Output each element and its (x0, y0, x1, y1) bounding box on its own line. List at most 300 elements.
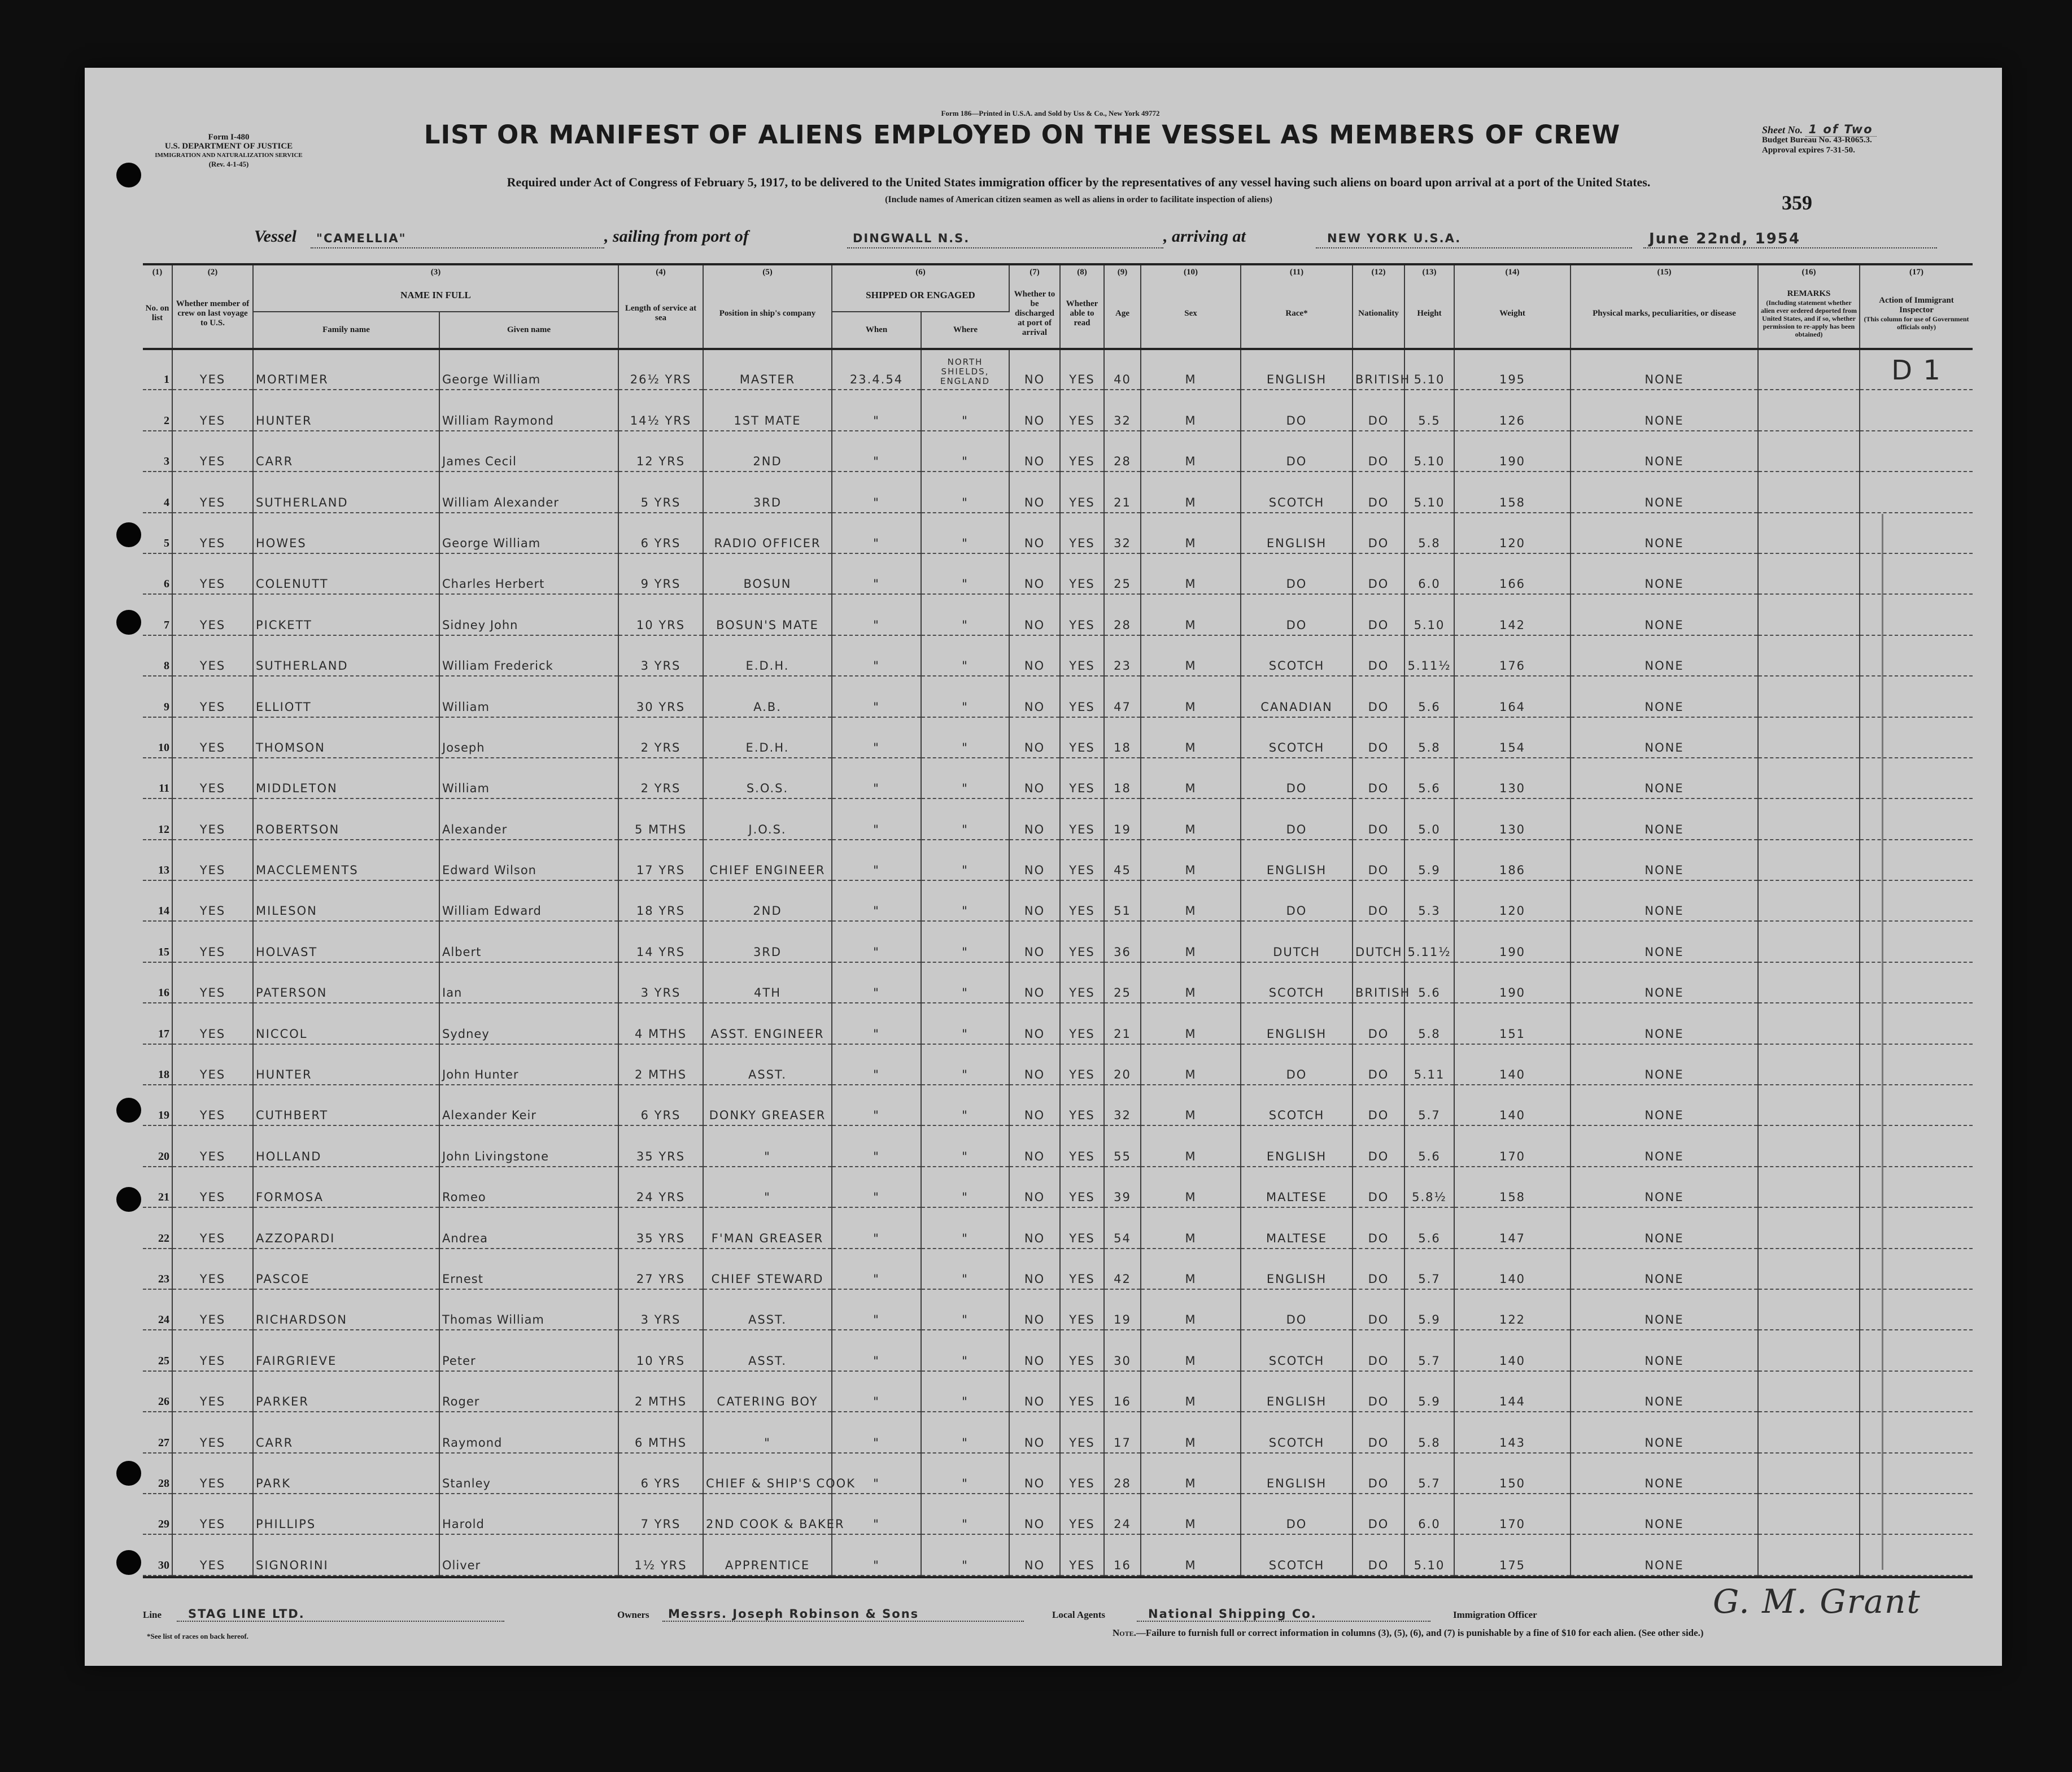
age-cell: 40 (1104, 349, 1141, 390)
table-row (143, 594, 1973, 635)
row-number-cell: 9 (143, 676, 172, 717)
table-row (143, 1207, 1973, 1248)
discharged-cell: NO (1009, 553, 1060, 594)
shipped-where-cell: NORTH SHIELDS, ENGLAND (921, 349, 1009, 390)
nationality-cell: DO (1353, 1371, 1404, 1412)
given-name-cell: William (439, 676, 618, 717)
table-row (143, 1289, 1973, 1330)
last-voyage-cell: YES (172, 1085, 253, 1125)
race-cell: ENGLISH (1241, 1003, 1353, 1044)
position-cell: CHIEF STEWARD (703, 1249, 832, 1289)
position-cell: J.O.S. (703, 798, 832, 839)
shipped-when-cell: " (832, 1207, 921, 1248)
shipped-where-cell: " (921, 390, 1009, 430)
discharged-cell: NO (1009, 1289, 1060, 1330)
inspector-action-cell (1860, 1494, 1973, 1534)
discharged-cell: NO (1009, 880, 1060, 921)
row-number-cell: 20 (143, 1125, 172, 1166)
height-cell: 5.6 (1404, 962, 1454, 1003)
table-row (143, 513, 1973, 553)
shipped-when-cell: " (832, 840, 921, 880)
given-name-cell: Edward Wilson (439, 840, 618, 880)
able-to-read-cell: YES (1060, 798, 1104, 839)
race-cell: ENGLISH (1241, 513, 1353, 553)
col8-number: (8) (1060, 265, 1104, 279)
table-row (143, 1085, 1973, 1125)
col-height: Height (1404, 279, 1454, 349)
height-cell: 6.0 (1404, 1494, 1454, 1534)
sex-cell: M (1141, 1453, 1241, 1494)
race-cell: ENGLISH (1241, 349, 1353, 390)
able-to-read-cell: YES (1060, 1412, 1104, 1452)
last-voyage-cell: YES (172, 431, 253, 472)
given-name-cell: Albert (439, 921, 618, 962)
service-length-cell: 35 YRS (618, 1207, 703, 1248)
last-voyage-cell: YES (172, 1167, 253, 1207)
nationality-cell: DO (1353, 717, 1404, 758)
remarks-cell (1758, 1249, 1860, 1289)
col17-number: (17) (1909, 267, 1923, 277)
table-row (143, 676, 1973, 717)
row-number-cell: 30 (143, 1534, 172, 1575)
remarks-cell (1758, 431, 1860, 472)
given-name-cell: William Alexander (439, 472, 618, 512)
service-length-cell: 5 YRS (618, 472, 703, 512)
inspector-action-cell (1860, 962, 1973, 1003)
height-cell: 5.6 (1404, 758, 1454, 798)
physical-marks-cell: NONE (1571, 1371, 1758, 1412)
manifest-sheet (85, 68, 2002, 1666)
last-voyage-cell: YES (172, 472, 253, 512)
discharged-cell: NO (1009, 1167, 1060, 1207)
sex-cell: M (1141, 1044, 1241, 1085)
given-name-cell: Romeo (439, 1167, 618, 1207)
last-voyage-cell: YES (172, 798, 253, 839)
col16-number: (16) (1758, 265, 1860, 279)
shipped-where-cell: " (921, 1534, 1009, 1575)
race-cell: ENGLISH (1241, 1125, 1353, 1166)
family-name-cell: PARK (253, 1453, 439, 1494)
race-cell: DUTCH (1241, 921, 1353, 962)
able-to-read-cell: YES (1060, 1207, 1104, 1248)
physical-marks-cell: NONE (1571, 921, 1758, 962)
age-cell: 28 (1104, 594, 1141, 635)
physical-marks-cell: NONE (1571, 594, 1758, 635)
vessel-line (254, 227, 1948, 250)
table-row (143, 880, 1973, 921)
sex-cell: M (1141, 472, 1241, 512)
shipped-when-cell: " (832, 431, 921, 472)
shipped-where-cell: " (921, 1249, 1009, 1289)
last-voyage-cell: YES (172, 921, 253, 962)
shipped-when-cell: " (832, 635, 921, 676)
able-to-read-cell: YES (1060, 1249, 1104, 1289)
physical-marks-cell: NONE (1571, 1412, 1758, 1452)
nationality-cell: DO (1353, 1494, 1404, 1534)
weight-cell: 122 (1454, 1289, 1571, 1330)
vessel-name: "CAMELLIA" (316, 232, 407, 245)
date-underline (1643, 247, 1937, 248)
able-to-read-cell: YES (1060, 676, 1104, 717)
sex-cell: M (1141, 431, 1241, 472)
col5-number: (5) (703, 265, 832, 279)
inspector-action-cell (1860, 1371, 1973, 1412)
nationality-cell: DO (1353, 840, 1404, 880)
able-to-read-cell: YES (1060, 472, 1104, 512)
col-name-in-full: NAME IN FULL (253, 279, 618, 312)
remarks-cell (1758, 1167, 1860, 1207)
col2-number: (2) (172, 265, 253, 279)
position-cell: 3RD (703, 921, 832, 962)
race-cell: MALTESE (1241, 1167, 1353, 1207)
position-cell: F'MAN GREASER (703, 1207, 832, 1248)
height-cell: 5.7 (1404, 1330, 1454, 1371)
position-cell: " (703, 1412, 832, 1452)
agents-value: National Shipping Co. (1148, 1607, 1317, 1621)
shipped-when-cell: " (832, 1167, 921, 1207)
family-name-cell: HUNTER (253, 390, 439, 430)
note-label: Note. (1113, 1627, 1136, 1638)
family-name-cell: HUNTER (253, 1044, 439, 1085)
action-title: Action of Immigrant Inspector (1879, 296, 1954, 315)
able-to-read-cell: YES (1060, 1003, 1104, 1044)
owners-label: Owners (617, 1609, 649, 1620)
family-name-cell: SIGNORINI (253, 1534, 439, 1575)
race-cell: MALTESE (1241, 1207, 1353, 1248)
last-voyage-cell: YES (172, 1330, 253, 1371)
remarks-cell (1758, 1534, 1860, 1575)
position-cell: 1ST MATE (703, 390, 832, 430)
shipped-when-cell: " (832, 758, 921, 798)
table-row (143, 472, 1973, 512)
family-name-cell: PHILLIPS (253, 1494, 439, 1534)
inspector-action-cell (1860, 798, 1973, 839)
position-cell: CHIEF ENGINEER (703, 840, 832, 880)
sheet-label: Sheet No. (1762, 124, 1803, 136)
sex-cell: M (1141, 1289, 1241, 1330)
race-cell: SCOTCH (1241, 962, 1353, 1003)
col10-number: (10) (1141, 265, 1241, 279)
nationality-cell: DO (1353, 1167, 1404, 1207)
shipped-where-cell: " (921, 1125, 1009, 1166)
shipped-when-cell: " (832, 1289, 921, 1330)
given-name-cell: Alexander Keir (439, 1085, 618, 1125)
sex-cell: M (1141, 717, 1241, 758)
discharged-cell: NO (1009, 840, 1060, 880)
last-voyage-cell: YES (172, 840, 253, 880)
last-voyage-cell: YES (172, 594, 253, 635)
sex-cell: M (1141, 1003, 1241, 1044)
race-cell: DO (1241, 431, 1353, 472)
stamp-number: 359 (1782, 191, 1812, 214)
physical-marks-cell: NONE (1571, 513, 1758, 553)
physical-marks-cell: NONE (1571, 758, 1758, 798)
remarks-cell (1758, 635, 1860, 676)
physical-marks-cell: NONE (1571, 962, 1758, 1003)
shipped-where-cell: " (921, 717, 1009, 758)
service-length-cell: 17 YRS (618, 840, 703, 880)
family-name-cell: NICCOL (253, 1003, 439, 1044)
age-cell: 47 (1104, 676, 1141, 717)
last-voyage-cell: YES (172, 880, 253, 921)
remarks-cell (1758, 553, 1860, 594)
row-number-cell: 27 (143, 1412, 172, 1452)
race-cell: DO (1241, 553, 1353, 594)
position-cell: " (703, 1167, 832, 1207)
binder-hole-3 (116, 610, 141, 635)
remarks-cell (1758, 1289, 1860, 1330)
race-cell: DO (1241, 1044, 1353, 1085)
service-length-cell: 1½ YRS (618, 1534, 703, 1575)
row-number-cell: 3 (143, 431, 172, 472)
table-row (143, 1494, 1973, 1534)
race-cell: SCOTCH (1241, 1085, 1353, 1125)
binder-hole-7 (116, 1550, 141, 1575)
shipped-when-cell: " (832, 1330, 921, 1371)
height-cell: 5.6 (1404, 1125, 1454, 1166)
budget-number: Budget Bureau No. 43-R065.3. (1762, 136, 1872, 145)
arrival-date: June 22nd, 1954 (1649, 230, 1800, 247)
race-cell: CANADIAN (1241, 676, 1353, 717)
binder-hole-1 (116, 163, 141, 187)
weight-cell: 190 (1454, 921, 1571, 962)
physical-marks-cell: NONE (1571, 798, 1758, 839)
remarks-cell (1758, 1371, 1860, 1412)
physical-marks-cell: NONE (1571, 431, 1758, 472)
inspector-action-cell (1860, 594, 1973, 635)
able-to-read-cell: YES (1060, 431, 1104, 472)
crew-rows (143, 349, 1973, 1575)
nationality-cell: DO (1353, 1330, 1404, 1371)
family-name-cell: SUTHERLAND (253, 635, 439, 676)
last-voyage-cell: YES (172, 553, 253, 594)
weight-cell: 130 (1454, 798, 1571, 839)
discharged-cell: NO (1009, 1453, 1060, 1494)
discharged-cell: NO (1009, 1085, 1060, 1125)
col15-number: (15) (1571, 265, 1758, 279)
table-row (143, 1371, 1973, 1412)
row-number-cell: 28 (143, 1453, 172, 1494)
port-to: NEW YORK U.S.A. (1327, 232, 1462, 245)
age-cell: 51 (1104, 880, 1141, 921)
remarks-cell (1758, 1125, 1860, 1166)
physical-marks-cell: NONE (1571, 1494, 1758, 1534)
service-length-cell: 27 YRS (618, 1249, 703, 1289)
race-cell: SCOTCH (1241, 472, 1353, 512)
physical-marks-cell: NONE (1571, 1167, 1758, 1207)
row-number-cell: 18 (143, 1044, 172, 1085)
owners-underline (662, 1621, 1024, 1622)
binder-hole-4 (116, 1098, 141, 1123)
service-length-cell: 2 YRS (618, 717, 703, 758)
height-cell: 5.8 (1404, 513, 1454, 553)
discharged-cell: NO (1009, 390, 1060, 430)
able-to-read-cell: YES (1060, 594, 1104, 635)
weight-cell: 126 (1454, 390, 1571, 430)
discharged-cell: NO (1009, 1249, 1060, 1289)
height-cell: 5.8½ (1404, 1167, 1454, 1207)
remarks-cell (1758, 513, 1860, 553)
last-voyage-cell: YES (172, 635, 253, 676)
position-cell: A.B. (703, 676, 832, 717)
service-length-cell: 3 YRS (618, 1289, 703, 1330)
able-to-read-cell: YES (1060, 1453, 1104, 1494)
discharged-cell: NO (1009, 472, 1060, 512)
discharged-cell: NO (1009, 1125, 1060, 1166)
nationality-cell: DO (1353, 1125, 1404, 1166)
position-cell: E.D.H. (703, 635, 832, 676)
weight-cell: 120 (1454, 513, 1571, 553)
race-cell: DO (1241, 594, 1353, 635)
given-name-cell: Alexander (439, 798, 618, 839)
age-cell: 28 (1104, 1453, 1141, 1494)
approval-expiry: Approval expires 7-31-50. (1762, 146, 1855, 155)
shipped-when-cell: " (832, 1085, 921, 1125)
shipped-where-cell: " (921, 1330, 1009, 1371)
shipped-where-cell: " (921, 758, 1009, 798)
page-title: LIST OR MANIFEST OF ALIENS EMPLOYED ON THE VESSEL AS MEMBERS OF CREW (424, 120, 1621, 150)
given-name-cell: William Raymond (439, 390, 618, 430)
officer-label: Immigration Officer (1453, 1609, 1537, 1620)
discharged-cell: NO (1009, 921, 1060, 962)
age-cell: 18 (1104, 717, 1141, 758)
row-number-cell: 8 (143, 635, 172, 676)
binder-hole-5 (116, 1187, 141, 1212)
shipped-where-cell: " (921, 1044, 1009, 1085)
shipped-where-cell: " (921, 1003, 1009, 1044)
height-cell: 5.8 (1404, 717, 1454, 758)
physical-marks-cell: NONE (1571, 1085, 1758, 1125)
age-cell: 25 (1104, 962, 1141, 1003)
inspector-action-cell (1860, 1534, 1973, 1575)
weight-cell: 144 (1454, 1371, 1571, 1412)
position-cell: ASST. (703, 1330, 832, 1371)
service-length-cell: 18 YRS (618, 880, 703, 921)
physical-marks-cell: NONE (1571, 1289, 1758, 1330)
race-cell: SCOTCH (1241, 717, 1353, 758)
col-given-name: Given name (439, 312, 618, 349)
age-cell: 45 (1104, 840, 1141, 880)
shipped-where-cell: " (921, 1453, 1009, 1494)
service-length-cell: 5 MTHS (618, 798, 703, 839)
form-id-block (147, 133, 311, 169)
discharged-cell: NO (1009, 798, 1060, 839)
table-row (143, 798, 1973, 839)
shipped-when-cell: " (832, 1494, 921, 1534)
inspector-action-cell (1860, 1167, 1973, 1207)
sex-cell: M (1141, 349, 1241, 390)
given-name-cell: Charles Herbert (439, 553, 618, 594)
last-voyage-cell: YES (172, 1412, 253, 1452)
row-number-cell: 1 (143, 349, 172, 390)
age-cell: 16 (1104, 1534, 1141, 1575)
inspector-action-cell (1860, 390, 1973, 430)
physical-marks-cell: NONE (1571, 1003, 1758, 1044)
age-cell: 19 (1104, 798, 1141, 839)
nationality-cell: DO (1353, 431, 1404, 472)
race-cell: SCOTCH (1241, 635, 1353, 676)
remarks-cell (1758, 1330, 1860, 1371)
col6-number: (6) (832, 265, 1009, 279)
sex-cell: M (1141, 390, 1241, 430)
inspector-action-cell (1860, 1085, 1973, 1125)
remarks-cell (1758, 594, 1860, 635)
row-number-cell: 4 (143, 472, 172, 512)
nationality-cell: DO (1353, 1412, 1404, 1452)
inspector-action-cell: D 1 (1860, 349, 1973, 390)
table-row (143, 1167, 1973, 1207)
remarks-cell (1758, 880, 1860, 921)
nationality-cell: DO (1353, 676, 1404, 717)
weight-cell: 140 (1454, 1044, 1571, 1085)
last-voyage-cell: YES (172, 758, 253, 798)
position-cell: ASST. (703, 1044, 832, 1085)
nationality-cell: DUTCH (1353, 921, 1404, 962)
col-action (1860, 279, 1973, 349)
shipped-when-cell: " (832, 594, 921, 635)
physical-marks-cell: NONE (1571, 840, 1758, 880)
age-cell: 42 (1104, 1249, 1141, 1289)
age-cell: 54 (1104, 1207, 1141, 1248)
family-name-cell: ROBERTSON (253, 798, 439, 839)
sex-cell: M (1141, 1167, 1241, 1207)
row-number-cell: 10 (143, 717, 172, 758)
race-cell: DO (1241, 1494, 1353, 1534)
last-voyage-cell: YES (172, 1494, 253, 1534)
shipped-when-cell: " (832, 472, 921, 512)
service-length-cell: 6 YRS (618, 1085, 703, 1125)
table-row (143, 390, 1973, 430)
able-to-read-cell: YES (1060, 921, 1104, 962)
given-name-cell: James Cecil (439, 431, 618, 472)
port-from: DINGWALL N.S. (853, 232, 970, 245)
given-name-cell: George William (439, 513, 618, 553)
table-row (143, 431, 1973, 472)
col-read: Whether able to read (1060, 279, 1104, 349)
table-row (143, 1453, 1973, 1494)
table-row (143, 758, 1973, 798)
shipped-where-cell: " (921, 472, 1009, 512)
last-voyage-cell: YES (172, 962, 253, 1003)
able-to-read-cell: YES (1060, 390, 1104, 430)
shipped-when-cell: " (832, 390, 921, 430)
able-to-read-cell: YES (1060, 1289, 1104, 1330)
position-cell: DONKY GREASER (703, 1085, 832, 1125)
inspector-action-cell (1860, 1044, 1973, 1085)
physical-marks-cell: NONE (1571, 1044, 1758, 1085)
weight-cell: 166 (1454, 553, 1571, 594)
race-cell: DO (1241, 390, 1353, 430)
position-cell: S.O.S. (703, 758, 832, 798)
shipped-where-cell: " (921, 553, 1009, 594)
note-text: —Failure to furnish full or correct information in columns (3), (5), (6), and (7) is punishable by a fine of $10 for each alien. (See other side.) (1136, 1627, 1704, 1638)
age-cell: 36 (1104, 921, 1141, 962)
last-voyage-cell: YES (172, 676, 253, 717)
sex-cell: M (1141, 553, 1241, 594)
able-to-read-cell: YES (1060, 962, 1104, 1003)
age-cell: 17 (1104, 1412, 1141, 1452)
col-age: Age (1104, 279, 1141, 349)
discharged-cell: NO (1009, 1207, 1060, 1248)
row-number-cell: 11 (143, 758, 172, 798)
height-cell: 5.9 (1404, 840, 1454, 880)
family-name-cell: MACCLEMENTS (253, 840, 439, 880)
row-number-cell: 7 (143, 594, 172, 635)
discharged-cell: NO (1009, 1330, 1060, 1371)
service-length-cell: 24 YRS (618, 1167, 703, 1207)
last-voyage-cell: YES (172, 390, 253, 430)
service-length-cell: 10 YRS (618, 1330, 703, 1371)
